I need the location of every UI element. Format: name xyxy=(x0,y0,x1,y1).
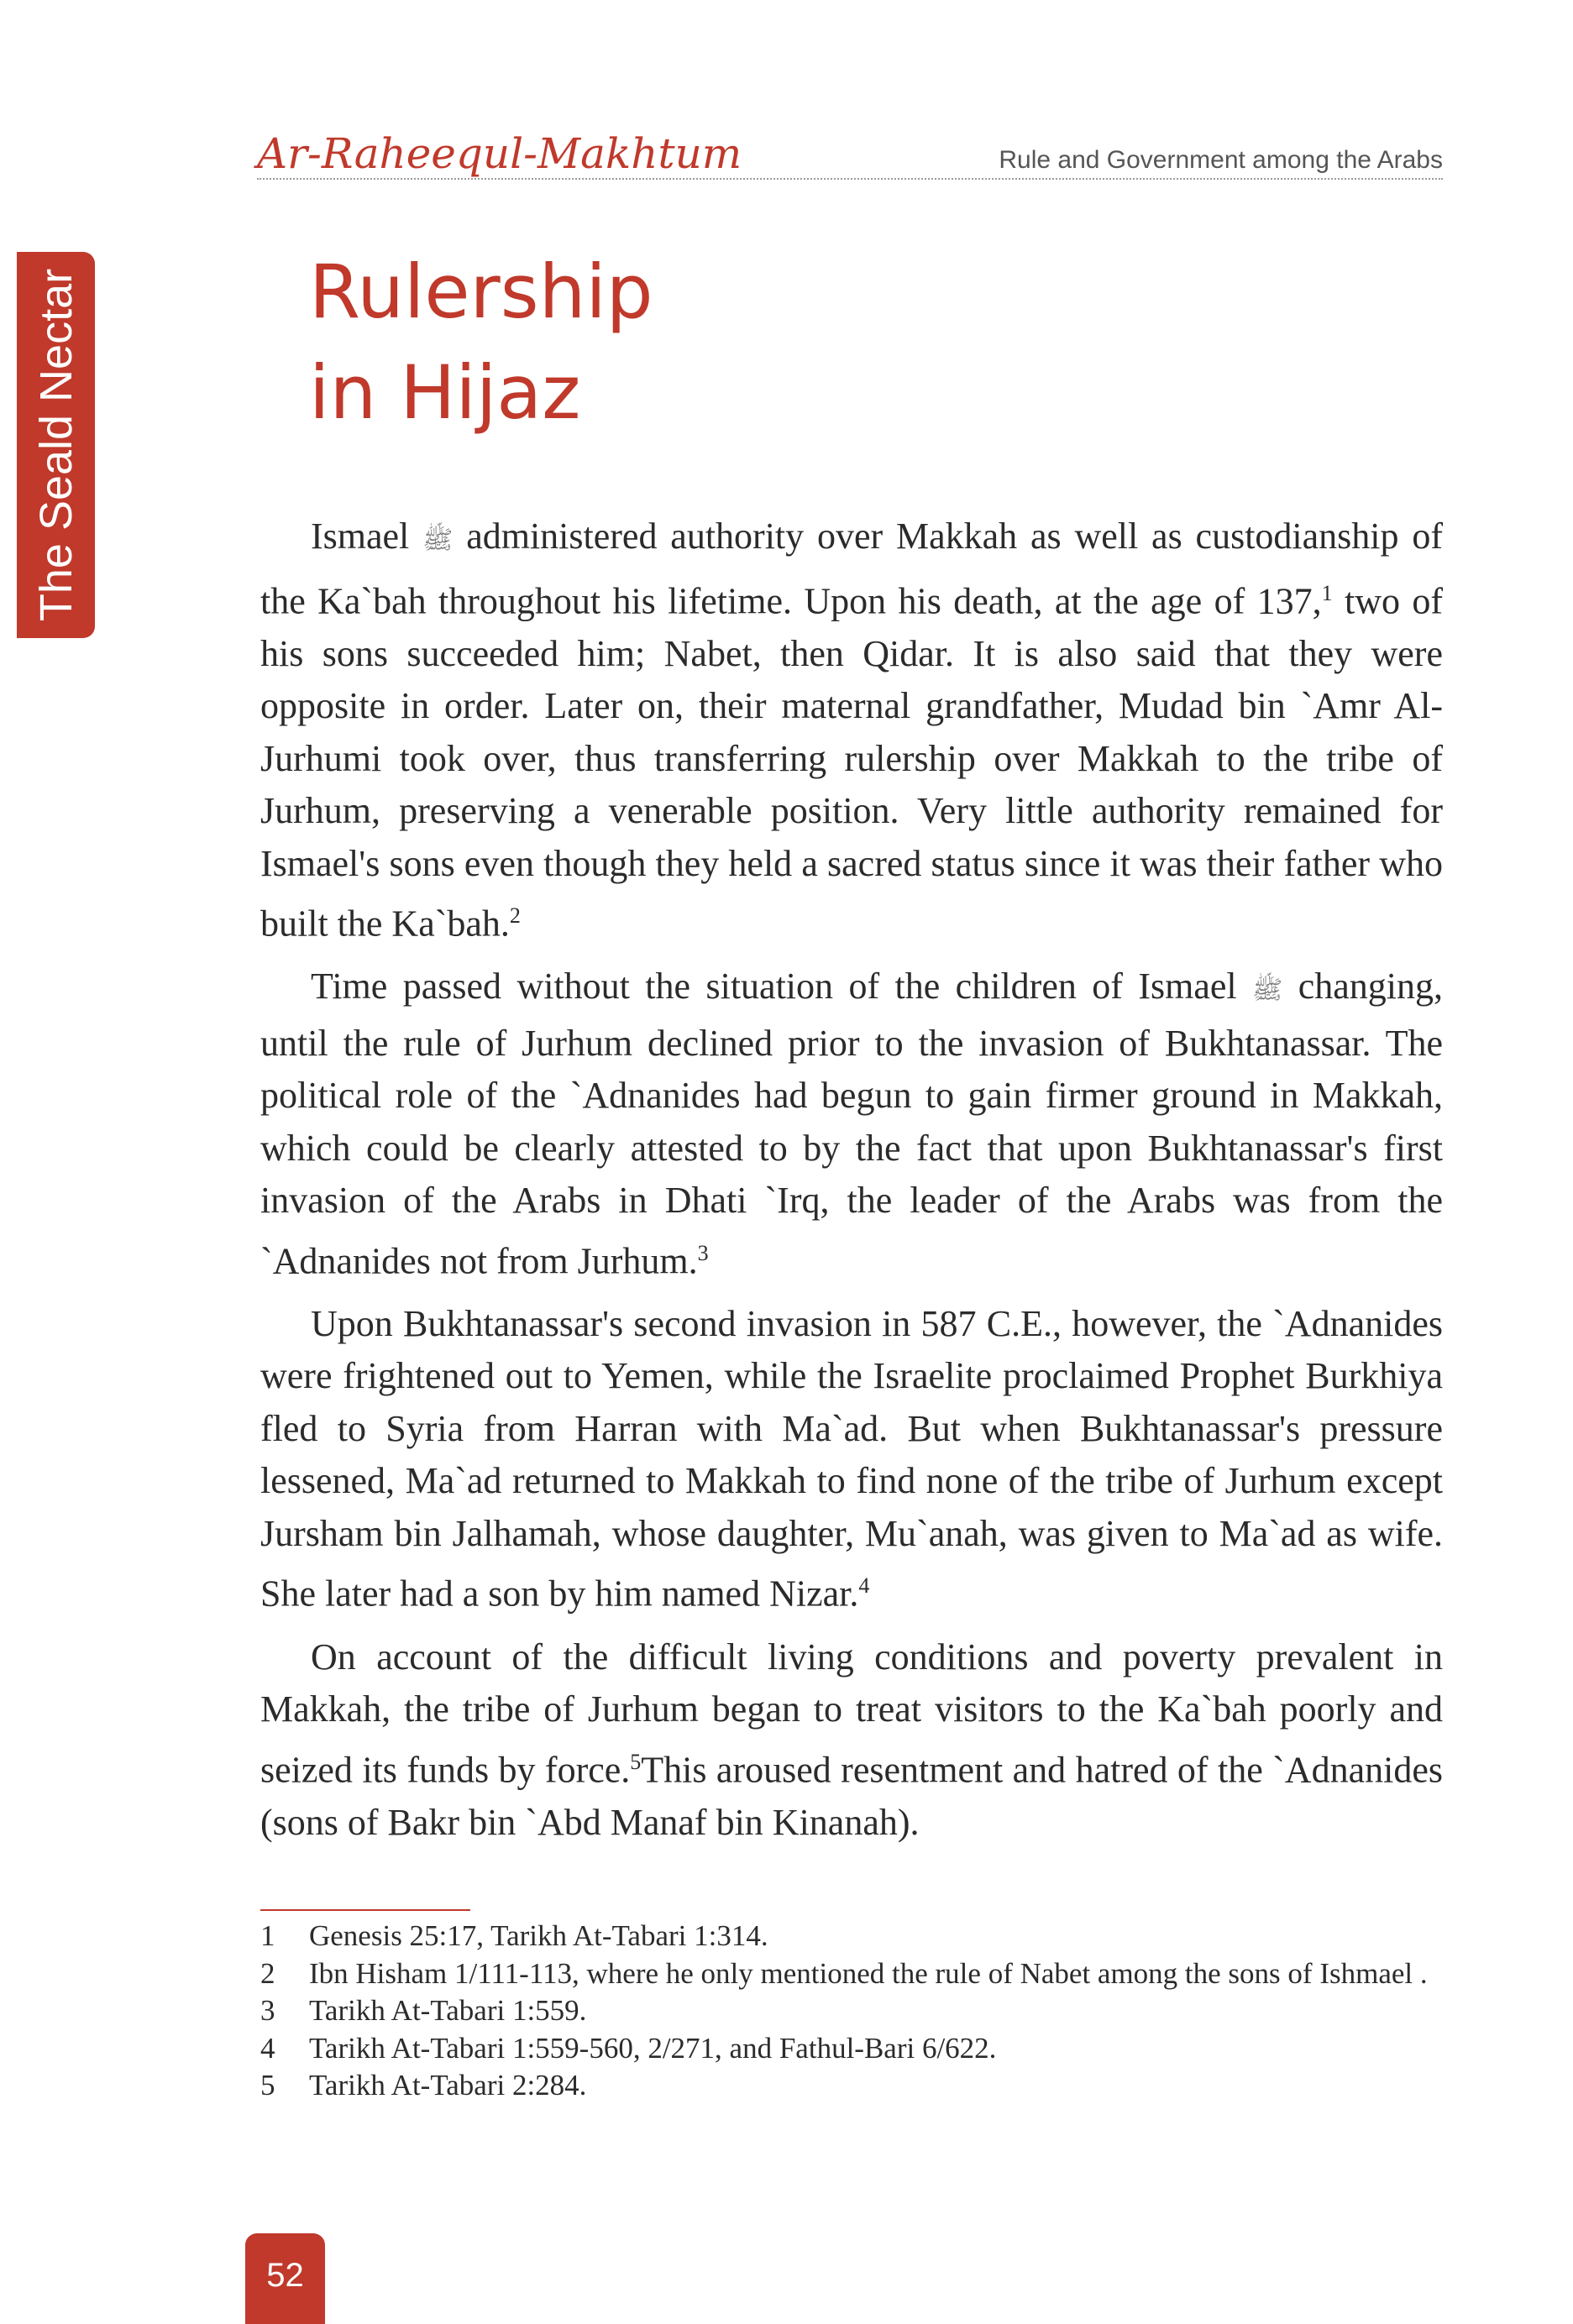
footnote-text: Tarikh At-Tabari 1:559. xyxy=(309,1994,587,2027)
footnote-item xyxy=(260,1918,1443,1955)
footnotes xyxy=(260,1918,1443,2105)
footnote-item xyxy=(260,1992,1443,2030)
text-run: Upon Bukhtanassar's second invasion in 587 C.E., however, the `Adnanides were frightened out to Yemen, while the Israelite proclaimed Prophet Burkhiya fled to Syria from Harran with Ma`ad. But when Bukhtanassar's pressure lessened, Ma`ad returned to Makkah to find none of the tribe of Jurhum except Jursham bin Jalhamah, whose daughter, Mu`anah, was given to Ma`ad as wife. She later had a son by him named Nizar. xyxy=(260,1302,1443,1615)
chapter-title-line2: in Hijaz xyxy=(309,349,581,436)
text-run: Ismael xyxy=(311,516,410,557)
footnote-ref-2: 2 xyxy=(509,903,521,929)
chapter-title xyxy=(309,242,981,443)
footnote-text: Genesis 25:17, Tarikh At-Tabari 1:314. xyxy=(309,1919,768,1952)
body-text xyxy=(260,510,1443,1859)
footnote-ref-3: 3 xyxy=(697,1240,709,1265)
footnote-ref-4: 4 xyxy=(858,1573,870,1599)
footnote-item xyxy=(260,2067,1443,2105)
footnote-number: 3 xyxy=(260,1994,275,2027)
text-run: On account of the difficult living conditions and poverty prevalent in Makkah, the tribe of Jurhum began to treat visitors to the Ka`bah poorly and seized its funds by force. xyxy=(260,1636,1443,1791)
footnote-number: 1 xyxy=(260,1919,275,1952)
footnote-number: 5 xyxy=(260,2069,275,2102)
page-number: 52 xyxy=(245,2233,325,2324)
honorific-glyph: ﷺ xyxy=(422,526,454,554)
text-run: changing, until the rule of Jurhum declined prior to the invasion of Bukhtanassar. The political role of the `Adnanides had begun to gain firmer ground in Makkah, which could be clearly attested to by the fact that upon Bukhtanassar's first invasion of the Arabs in Dhati `Irq, the leader of the Arabs was from the `Adnanides not from Jurhum. xyxy=(260,966,1444,1282)
chapter-title-line1: Rulership xyxy=(309,249,653,335)
section-title: Rule and Government among the Arabs xyxy=(990,146,1443,175)
footnote-text: Ibn Hisham 1/111-113, where he only mentioned the rule of Nabet among the sons of Ishmael . xyxy=(309,1956,1428,1990)
paragraph-4 xyxy=(260,1631,1443,1850)
text-run: two of his sons succeeded him; Nabet, then Qidar. It is also said that they were opposite in order. Later on, their maternal grandfather, Mudad bin `Amr Al-Jurhumi took over, thus transferring rulership over Makkah to the tribe of Jurhum, preserving a venerable position. Very little authority remained for Ismael's sons even though they held a sacred status since it was their father who built the Ka`bah. xyxy=(260,580,1444,945)
paragraph-1 xyxy=(260,510,1443,950)
honorific-glyph: ﷺ xyxy=(1252,976,1283,1005)
footnote-text: Tarikh At-Tabari 2:284. xyxy=(309,2069,587,2102)
text-run: Time passed without the situation of the children of Ismael xyxy=(311,966,1237,1008)
paragraph-2 xyxy=(260,960,1443,1288)
footnote-item xyxy=(260,2030,1443,2068)
text-run: This aroused resentment and hatred of the `Adnanides (sons of Bakr bin `Abd Manaf bin Kinanah). xyxy=(260,1749,1443,1843)
footnote-divider xyxy=(260,1909,470,1911)
footnote-ref-1: 1 xyxy=(1321,580,1333,605)
footnote-ref-5: 5 xyxy=(630,1749,642,1774)
footnote-item xyxy=(260,1955,1443,1993)
footnote-text: Tarikh At-Tabari 1:559-560, 2/271, and Fathul-Bari 6/622. xyxy=(309,2031,997,2065)
side-tab xyxy=(17,252,95,638)
text-run: administered authority over Makkah as well as custodianship of the Ka`bah throughout his lifetime. Upon his death, at the age of 137, xyxy=(260,516,1443,622)
footnote-number: 2 xyxy=(260,1956,275,1990)
paragraph-3 xyxy=(260,1298,1443,1621)
side-tab-label: The Seald Nectar xyxy=(30,268,81,622)
header-dotted-rule xyxy=(257,178,1443,180)
running-header xyxy=(257,126,1443,185)
footnote-number: 4 xyxy=(260,2031,275,2065)
book-title-logo: Ar-Raheequl-Makhtum xyxy=(257,129,750,178)
